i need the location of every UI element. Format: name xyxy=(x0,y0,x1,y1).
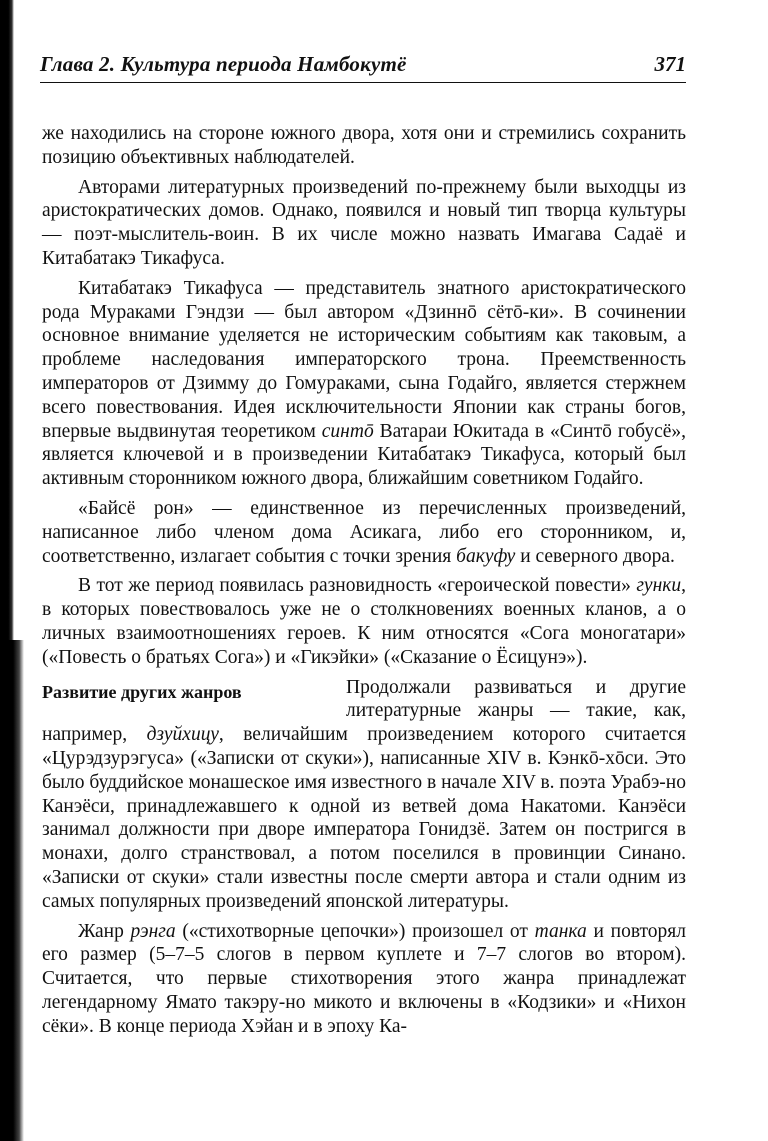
paragraph-3: Китабатакэ Тикафуса — представитель знатного аристократического рода Мураками Гэндзи — был автором «Дзиннō сётō-ки». В сочинении основное внимание уделяется не историческим событиям как таковым, а проблеме наследования императорского трона. Преемственность императоров от Дзимму до Гомураками, сына Годайго, является стержнем всего повествования. Идея исключительности Японии как страны богов, впервые выдвинутая теоретиком синтō Ватараи Юкитада в «Синтō гобусё», является ключевой и в произведении Китабатакэ Тикафуса, который был активным сторонником южного двора, ближайшим советником Годайго. xyxy=(42,277,686,490)
paragraph-4: «Байсё рон» — единственное из перечисленных произведений, написанное либо членом дома Асикага, либо его сторонником, и, соответственно, излагает события с точки зрения бакуфу и северного двора. xyxy=(42,497,686,567)
page-number: 371 xyxy=(654,52,686,76)
running-header xyxy=(40,52,686,84)
header-rule xyxy=(40,82,686,83)
term-dzuihitsu: дзуйхицу xyxy=(146,724,219,746)
term-bakufu: бакуфу xyxy=(456,545,516,567)
paragraph-6: Развитие других жанров Продолжали развиваться и другие литературные жанры — такие, как, например, дзуйхицу, величайшим произведением которого считается «Цурэдзурэгуса» («Записки от скуки»), написанные XIV в. Кэнкō-хōси. Это было буддийское монашеское имя известного в начале XIV в. поэта Урабэ-но Канэёси, принадлежавшего к одной из ветвей дома Накатоми. Канэёси занимал должности при дворе императора Гонидзё. Затем он постригся в монахи, долго странствовал, а потом поселился в провинции Синано. «Записки от скуки» стали известны после смерти автора и стали одним из самых популярных произведений японской литературы. xyxy=(42,676,686,912)
term-renga: рэнга xyxy=(130,920,176,942)
running-title: Глава 2. Культура периода Намбокутё xyxy=(40,52,407,76)
paragraph-7: Жанр рэнга («стихотворные цепочки») произошел от танка и повторял его размер (5–7–5 слогов в первом куплете и 7–7 слогов во втором). Считается, что первые стихотворения этого жанра принадлежат легендарному Ямато такэру-но микото и включены в «Кодзики» и «Нихон сёки». В конце периода Хэйан и в эпоху Ка- xyxy=(42,920,686,1037)
page-body xyxy=(42,122,686,1038)
paragraph-2: Авторами литературных произведений по-прежнему были выходцы из аристократических домов. Однако, появился и новый тип творца культуры — поэт-мыслитель-воин. В их числе можно назвать Имагава Садаё и Китабатакэ Тикафуса. xyxy=(42,176,686,269)
paragraph-1: же находились на стороне южного двора, хотя они и стремились сохранить позицию объективных наблюдателей. xyxy=(42,123,686,168)
term-gunki: гунки xyxy=(636,575,682,597)
binding-shadow-lower xyxy=(0,640,24,1141)
term-shinto: синтō xyxy=(321,420,374,442)
section-heading: Развитие других жанров xyxy=(42,681,242,702)
term-tanka: танка xyxy=(534,920,587,942)
paragraph-5: В тот же период появилась разновидность «героической повести» гунки, в которых повествовалось уже не о столкновениях военных кланов, а о личных взаимоотношениях героев. К ним относятся «Сога моногатари» («Повесть о братьях Сога») и «Гикэйки» («Сказание о Ёсицунэ»). xyxy=(42,575,686,668)
